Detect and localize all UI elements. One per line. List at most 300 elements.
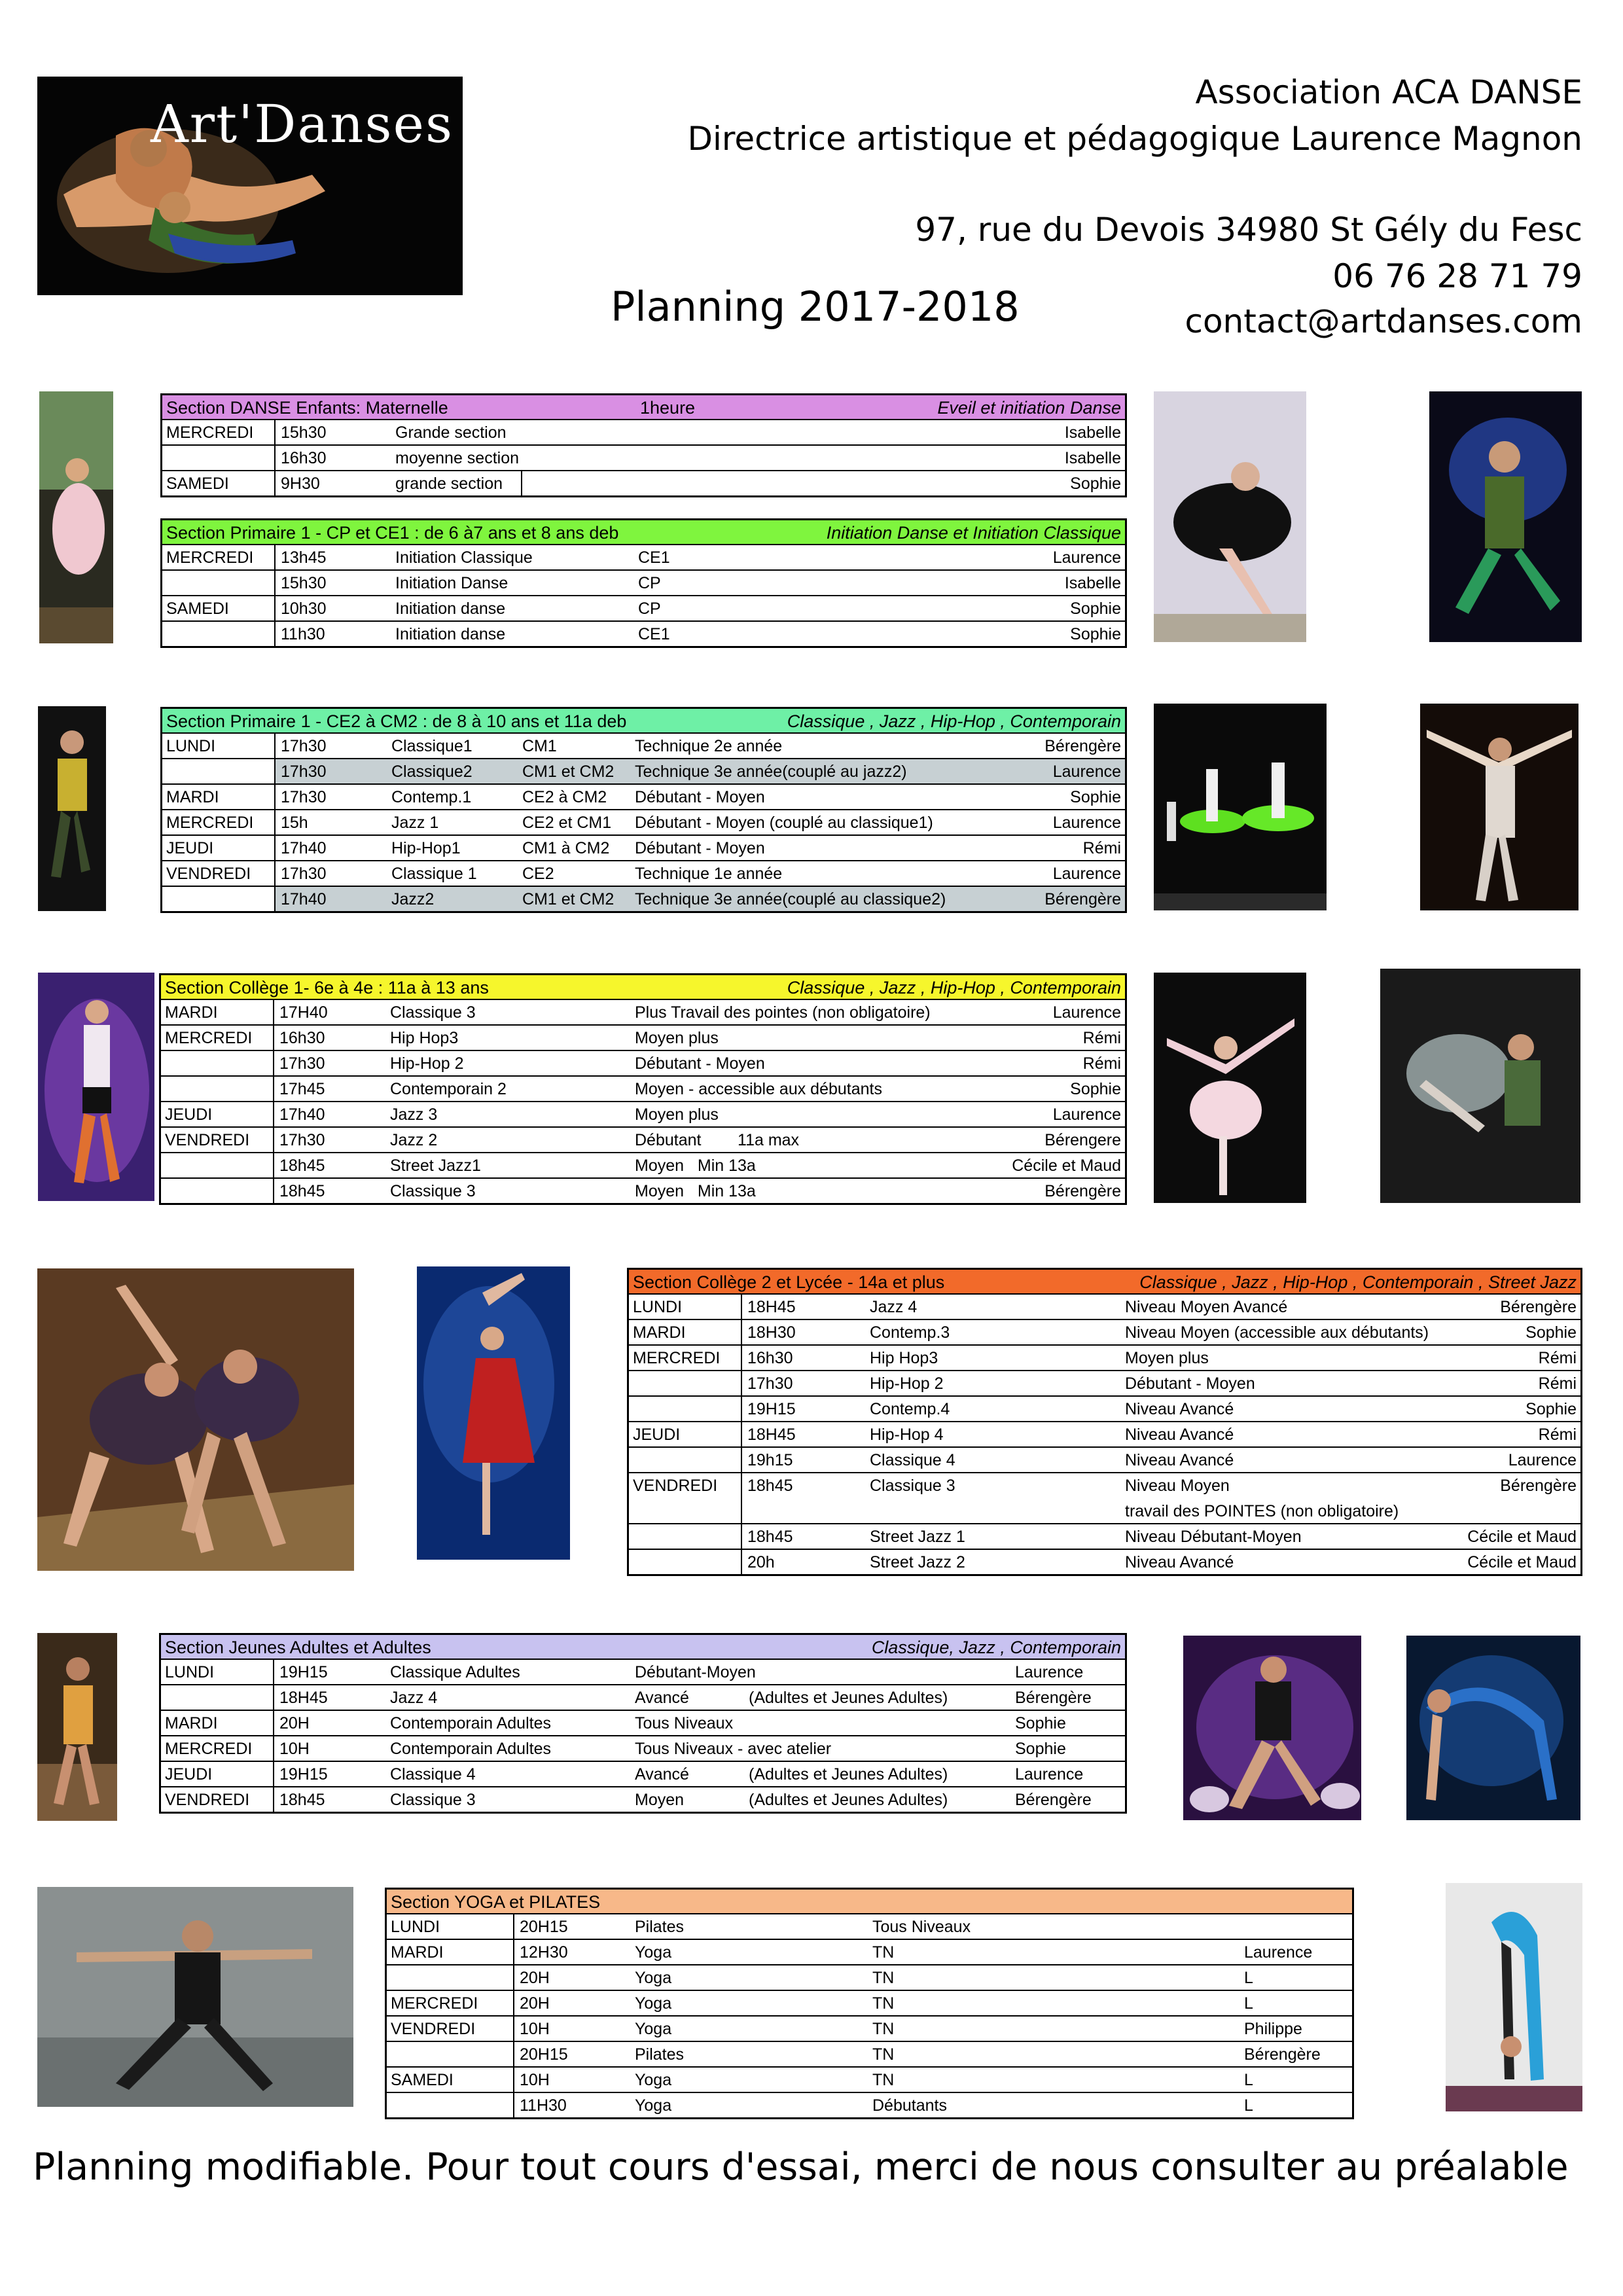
cell-time: 20H <box>279 1714 310 1732</box>
cell-time: 19h15 <box>747 1451 793 1469</box>
cell-time: 17h30 <box>281 762 327 781</box>
cell-time: 17h30 <box>279 1054 325 1073</box>
table-row <box>161 1762 1125 1787</box>
cell-note: Niveau Avancé <box>1125 1553 1234 1571</box>
cell-note: Niveau Débutant-Moyen <box>1125 1528 1302 1546</box>
cell-note: Technique 3e année(couplé au classique2) <box>635 890 946 908</box>
table-row <box>162 734 1125 759</box>
table-row <box>162 471 1125 495</box>
cell-course: Jazz2 <box>391 890 435 908</box>
cell-course: Classique 4 <box>390 1765 476 1784</box>
cell-extra: (Adultes et Jeunes Adultes) <box>749 1791 948 1809</box>
cell-teacher: Bérengere <box>1044 1131 1121 1149</box>
cell-level: TN <box>872 1994 895 2013</box>
cell-course: Hip Hop3 <box>390 1029 459 1047</box>
cell-course: Jazz 2 <box>390 1131 438 1149</box>
cell-time: 20H15 <box>520 2045 568 2064</box>
table-row <box>162 420 1125 446</box>
cell-teacher: Sophie <box>1070 600 1121 618</box>
cell-time: 18H45 <box>747 1426 796 1444</box>
cell-course: Street Jazz1 <box>390 1157 481 1175</box>
cell-extra: (Adultes et Jeunes Adultes) <box>749 1765 948 1784</box>
table-row <box>629 1346 1580 1371</box>
cell-course: Jazz 4 <box>390 1689 438 1707</box>
cell-level: CM1 <box>522 737 557 755</box>
cell-level: TN <box>872 1969 895 1987</box>
cell-note: Technique 1e année <box>635 865 783 883</box>
cell-teacher: Laurence <box>1508 1451 1577 1469</box>
cell-course: Pilates <box>635 2045 685 2064</box>
cell-teacher: Laurence <box>1052 1105 1121 1124</box>
section-title: Section YOGA et PILATES <box>391 1892 601 1912</box>
cell-note: Moyen - accessible aux débutants <box>635 1080 882 1098</box>
cell-course: Initiation danse <box>395 625 506 643</box>
email-link[interactable]: contact@artdanses.com <box>1185 302 1582 340</box>
cell-course: Street Jazz 1 <box>870 1528 965 1546</box>
cell-note: Technique 3e année(couplé au jazz2) <box>635 762 907 781</box>
section-title: Section Primaire 1 - CP et CE1 : de 6 à7 ans et 8 ans deb <box>166 523 619 543</box>
cell-teacher: Bérengère <box>1244 2045 1321 2064</box>
cell-day: LUNDI <box>633 1298 683 1316</box>
cell-time: 17h40 <box>279 1105 325 1124</box>
section-subtitle: Eveil et initiation Danse <box>937 398 1121 418</box>
cell-course: Contemp.4 <box>870 1400 950 1418</box>
cell-level: CM1 et CM2 <box>522 890 615 908</box>
table-row <box>161 1077 1125 1102</box>
table-row <box>161 1026 1125 1051</box>
cell-course: Pilates <box>635 1918 685 1936</box>
cell-note: Débutant - Moyen <box>635 788 765 806</box>
section-college-1 <box>159 973 1127 1205</box>
cell-teacher: Laurence <box>1052 1003 1121 1022</box>
table-row <box>162 785 1125 810</box>
section-header <box>162 709 1125 734</box>
table-row <box>629 1397 1580 1422</box>
cell-note: Niveau Moyen <box>1125 1477 1230 1495</box>
table-row <box>629 1499 1580 1524</box>
section-subtitle: Classique , Jazz , Hip-Hop , Contemporain , Street Jazz <box>1139 1272 1577 1292</box>
cell-time: 17h30 <box>281 865 327 883</box>
table-row <box>629 1320 1580 1346</box>
cell-time: 10h30 <box>281 600 327 618</box>
phone: 06 76 28 71 79 <box>1332 257 1582 295</box>
table-row <box>629 1371 1580 1397</box>
cell-course: Jazz 1 <box>391 814 439 832</box>
cell-day: MERCREDI <box>391 1994 478 2013</box>
cell-day: VENDREDI <box>166 865 251 883</box>
cell-note: Niveau Moyen (accessible aux débutants) <box>1125 1323 1429 1342</box>
cell-course: Contemp.3 <box>870 1323 950 1342</box>
cell-teacher: L <box>1244 1969 1253 1987</box>
cell-note: Débutant - Moyen <box>635 1054 765 1073</box>
cell-teacher: Bérengère <box>1044 890 1121 908</box>
table-row <box>161 1711 1125 1736</box>
table-row <box>162 622 1125 646</box>
cell-time: 17h30 <box>281 788 327 806</box>
cell-time: 20H <box>520 1994 550 2013</box>
cell-day: MARDI <box>165 1003 218 1022</box>
cell-level: CM1 et CM2 <box>522 762 615 781</box>
cell-teacher: Sophie <box>1070 625 1121 643</box>
cell-level: Débutants <box>872 2096 947 2115</box>
section-header <box>161 1635 1125 1660</box>
section-primaire-cp-ce1 <box>160 518 1127 648</box>
cell-teacher: Isabelle <box>1064 574 1121 592</box>
cell-time: 18h45 <box>279 1791 325 1809</box>
cell-course: Classique 3 <box>870 1477 955 1495</box>
cell-teacher: Sophie <box>1525 1400 1577 1418</box>
cell-note: Niveau Moyen Avancé <box>1125 1298 1288 1316</box>
cell-time: 20h <box>747 1553 775 1571</box>
cell-teacher: Bérengère <box>1500 1298 1577 1316</box>
cell-course: Yoga <box>635 1969 672 1987</box>
cell-note: Niveau Avancé <box>1125 1400 1234 1418</box>
cell-teacher: Rémi <box>1082 1054 1121 1073</box>
section-duration: 1heure <box>640 398 696 418</box>
cell-level: CE1 <box>638 548 670 567</box>
cell-day: MARDI <box>633 1323 686 1342</box>
cell-course: Hip-Hop 4 <box>870 1426 944 1444</box>
cell-course: Classique1 <box>391 737 473 755</box>
photo-dancer-purple-light <box>38 973 154 1201</box>
cell-day: LUNDI <box>166 737 216 755</box>
cell-level: TN <box>872 2045 895 2064</box>
cell-time: 11H30 <box>520 2096 567 2115</box>
section-subtitle: Classique , Jazz , Hip-Hop , Contemporain <box>787 711 1121 731</box>
cell-course: Contemp.1 <box>391 788 472 806</box>
cell-teacher: Laurence <box>1052 548 1121 567</box>
table-row <box>162 571 1125 596</box>
table-row <box>629 1524 1580 1550</box>
cell-day: VENDREDI <box>633 1477 718 1495</box>
cell-course: Classique 4 <box>870 1451 955 1469</box>
cell-day: MERCREDI <box>633 1349 721 1367</box>
cell-note: Plus Travail des pointes (non obligatoire) <box>635 1003 931 1022</box>
section-title: Section Primaire 1 - CE2 à CM2 : de 8 à 10 ans et 11a deb <box>166 711 627 731</box>
cell-time: 19H15 <box>279 1663 328 1681</box>
cell-teacher: L <box>1244 1994 1253 2013</box>
cell-course: Classique 3 <box>390 1791 476 1809</box>
cell-teacher: Laurence <box>1052 814 1121 832</box>
cell-time: 10H <box>520 2071 550 2089</box>
cell-day: MERCREDI <box>165 1029 253 1047</box>
cell-level: CP <box>638 600 661 618</box>
cell-teacher: Isabelle <box>1064 449 1121 467</box>
cell-course: Jazz 3 <box>390 1105 438 1124</box>
cell-teacher: Laurence <box>1244 1943 1313 1962</box>
cell-note: Moyen plus <box>635 1029 719 1047</box>
logo <box>37 77 463 295</box>
table-row <box>387 1965 1352 1991</box>
cell-day: SAMEDI <box>391 2071 454 2089</box>
cell-day: JEUDI <box>166 839 214 857</box>
photo-two-dancers-duo <box>37 1268 354 1571</box>
cell-time: 10H <box>520 2020 550 2038</box>
photo-child-dancer-yellow <box>38 706 106 911</box>
table-row <box>161 1660 1125 1685</box>
cell-note: Moyen Min 13a <box>635 1182 756 1200</box>
logo-text: Art'Danses <box>151 94 454 154</box>
cell-teacher: L <box>1244 2071 1253 2089</box>
cell-time: 18h45 <box>747 1528 793 1546</box>
table-row <box>387 1940 1352 1965</box>
cell-time: 17h45 <box>279 1080 325 1098</box>
cell-note: travail des POINTES (non obligatoire) <box>1125 1502 1399 1520</box>
cell-course: Initiation Classique <box>395 548 533 567</box>
cell-teacher: Laurence <box>1052 762 1121 781</box>
cell-note: Technique 2e année <box>635 737 783 755</box>
table-row <box>161 1102 1125 1128</box>
cell-teacher: Sophie <box>1015 1740 1066 1758</box>
section-subtitle: Classique, Jazz , Contemporain <box>871 1638 1121 1657</box>
photo-dancer-red-dress <box>417 1266 570 1560</box>
cell-day: JEUDI <box>165 1765 213 1784</box>
photo-ballet-black-tutu <box>1154 391 1306 642</box>
cell-teacher: Rémi <box>1538 1349 1577 1367</box>
cell-time: 17h30 <box>281 737 327 755</box>
section-header <box>162 395 1125 420</box>
cell-course: Classique2 <box>391 762 473 781</box>
section-adultes <box>159 1633 1127 1814</box>
cell-time: 10H <box>279 1740 310 1758</box>
section-yoga-pilates <box>385 1888 1354 2119</box>
cell-level: CM1 à CM2 <box>522 839 610 857</box>
cell-day: SAMEDI <box>166 600 229 618</box>
cell-teacher: Sophie <box>1070 1080 1121 1098</box>
cell-teacher: Cécile et Maud <box>1012 1157 1121 1175</box>
cell-note: Moyen plus <box>1125 1349 1209 1367</box>
table-row <box>162 836 1125 861</box>
table-row <box>162 596 1125 622</box>
section-header <box>387 1890 1352 1914</box>
cell-day: LUNDI <box>165 1663 215 1681</box>
cell-course: Classique 1 <box>391 865 477 883</box>
table-row <box>162 861 1125 887</box>
table-row <box>161 1153 1125 1179</box>
cell-level: Tous Niveaux <box>872 1918 971 1936</box>
cell-time: 19H15 <box>747 1400 796 1418</box>
table-row <box>162 446 1125 471</box>
cell-day: MARDI <box>165 1714 218 1732</box>
section-header <box>162 520 1125 545</box>
cell-teacher: Cécile et Maud <box>1467 1528 1577 1546</box>
cell-teacher: Laurence <box>1052 865 1121 883</box>
table-row <box>387 2093 1352 2117</box>
cell-time: 17h40 <box>281 890 327 908</box>
cell-teacher: Isabelle <box>1064 423 1121 442</box>
cell-course: moyenne section <box>395 449 520 467</box>
table-row <box>161 1128 1125 1153</box>
cell-course: Classique 3 <box>390 1003 476 1022</box>
cell-course: grande section <box>395 475 503 493</box>
cell-course: Hip-Hop1 <box>391 839 461 857</box>
table-row <box>629 1448 1580 1473</box>
cell-level: CE2 à CM2 <box>522 788 607 806</box>
cell-teacher: Philippe <box>1244 2020 1302 2038</box>
cell-level: TN <box>872 1943 895 1962</box>
table-row <box>387 2017 1352 2042</box>
table-row <box>162 810 1125 836</box>
cell-day: MARDI <box>166 788 219 806</box>
cell-time: 18h45 <box>279 1182 325 1200</box>
cell-course: Yoga <box>635 2020 672 2038</box>
cell-course: Initiation danse <box>395 600 506 618</box>
photo-dancers-purple-stage <box>1183 1636 1361 1820</box>
cell-time: 16h30 <box>747 1349 793 1367</box>
cell-day: MERCREDI <box>166 814 254 832</box>
cell-level: Avancé <box>635 1689 689 1707</box>
cell-course: Hip-Hop 2 <box>870 1374 944 1393</box>
cell-time: 11h30 <box>281 625 325 643</box>
photo-child-dancer-pink <box>39 391 113 643</box>
cell-note: Niveau Avancé <box>1125 1426 1234 1444</box>
cell-time: 20H <box>520 1969 550 1987</box>
cell-day: JEUDI <box>165 1105 213 1124</box>
association-name: Association ACA DANSE <box>1195 73 1582 111</box>
cell-teacher: Bérengère <box>1044 1182 1121 1200</box>
photo-dancer-green-costume <box>1429 391 1582 642</box>
section-header <box>161 975 1125 1000</box>
cell-day: MERCREDI <box>165 1740 253 1758</box>
cell-course: Yoga <box>635 2071 672 2089</box>
cell-time: 18h45 <box>747 1477 793 1495</box>
table-row <box>629 1422 1580 1448</box>
photo-yoga-forward-fold <box>1446 1883 1582 2111</box>
section-primaire-ce2-cm2 <box>160 707 1127 913</box>
cell-day: MERCREDI <box>166 548 254 567</box>
address: 97, rue du Devois 34980 St Gély du Fesc <box>915 211 1582 249</box>
cell-time: 15h <box>281 814 308 832</box>
table-row <box>387 1914 1352 1940</box>
footer-note: Planning modifiable. Pour tout cours d'essai, merci de nous consulter au préalable <box>33 2145 1569 2189</box>
cell-course: Contemporain 2 <box>390 1080 507 1098</box>
cell-teacher: Sophie <box>1525 1323 1577 1342</box>
photo-green-tutus-group <box>1154 704 1327 910</box>
cell-time: 17h40 <box>281 839 327 857</box>
cell-time: 15h30 <box>281 423 327 442</box>
table-row <box>162 887 1125 911</box>
cell-level: TN <box>872 2020 895 2038</box>
section-maternelle <box>160 393 1127 497</box>
cell-note: Débutant - Moyen <box>1125 1374 1255 1393</box>
cell-level: Débutant-Moyen <box>635 1663 756 1681</box>
cell-time: 9H30 <box>281 475 320 493</box>
table-row <box>161 1000 1125 1026</box>
photo-ballerina-pink <box>1154 973 1306 1203</box>
cell-level: CE2 et CM1 <box>522 814 612 832</box>
cell-note: Moyen plus <box>635 1105 719 1124</box>
cell-course: Hip Hop3 <box>870 1349 938 1367</box>
photo-dancer-blue-backbend <box>1406 1636 1580 1820</box>
table-row <box>162 759 1125 785</box>
cell-time: 12H30 <box>520 1943 568 1962</box>
cell-course: Classique 3 <box>390 1182 476 1200</box>
cell-teacher: L <box>1244 2096 1253 2115</box>
cell-day: SAMEDI <box>166 475 229 493</box>
cell-extra: (Adultes et Jeunes Adultes) <box>749 1689 948 1707</box>
cell-time: 17h30 <box>279 1131 325 1149</box>
cell-teacher: Bérengère <box>1015 1791 1092 1809</box>
photo-adult-dancer-yellow <box>37 1633 117 1821</box>
cell-teacher: Rémi <box>1538 1374 1577 1393</box>
cell-note: Niveau Avancé <box>1125 1451 1234 1469</box>
section-subtitle: Classique , Jazz , Hip-Hop , Contemporain <box>787 978 1121 997</box>
table-row <box>161 1685 1125 1711</box>
table-row <box>161 1787 1125 1812</box>
cell-teacher: Laurence <box>1015 1663 1084 1681</box>
cell-time: 17H40 <box>279 1003 328 1022</box>
section-college-2-lycee <box>627 1268 1582 1576</box>
table-row <box>387 2068 1352 2093</box>
cell-teacher: Sophie <box>1070 475 1121 493</box>
cell-day: VENDREDI <box>165 1131 250 1149</box>
section-title: Section DANSE Enfants: Maternelle <box>166 398 448 418</box>
table-row <box>162 545 1125 571</box>
cell-teacher: Cécile et Maud <box>1467 1553 1577 1571</box>
photo-dancer-white-costume <box>1420 704 1578 910</box>
cell-day: VENDREDI <box>391 2020 476 2038</box>
cell-teacher: Sophie <box>1015 1714 1066 1732</box>
cell-level: CE1 <box>638 625 670 643</box>
cell-level: CE2 <box>522 865 554 883</box>
cell-course: Hip-Hop 2 <box>390 1054 464 1073</box>
cell-level: Moyen <box>635 1791 685 1809</box>
table-row <box>387 2042 1352 2068</box>
cell-time: 17h30 <box>747 1374 793 1393</box>
director-line: Directrice artistique et pédagogique Laurence Magnon <box>687 120 1582 158</box>
table-row <box>161 1736 1125 1762</box>
table-row <box>629 1473 1580 1499</box>
cell-course: Street Jazz 2 <box>870 1553 965 1571</box>
cell-course: Jazz 4 <box>870 1298 918 1316</box>
cell-teacher: Bérengère <box>1015 1689 1092 1707</box>
section-title: Section Collège 2 et Lycée - 14a et plus <box>633 1272 945 1292</box>
cell-time: 15h30 <box>281 574 327 592</box>
table-row <box>387 1991 1352 2017</box>
cell-teacher: Laurence <box>1015 1765 1084 1784</box>
table-row <box>629 1550 1580 1574</box>
cell-day: MERCREDI <box>166 423 254 442</box>
section-title: Section Collège 1- 6e à 4e : 11a à 13 ans <box>165 978 489 997</box>
section-header <box>629 1270 1580 1295</box>
page-title: Planning 2017-2018 <box>611 283 1020 331</box>
cell-time: 18H30 <box>747 1323 796 1342</box>
cell-course: Contemporain Adultes <box>390 1740 551 1758</box>
cell-level: TN <box>872 2071 895 2089</box>
cell-time: 20H15 <box>520 1918 568 1936</box>
cell-time: 16h30 <box>281 449 327 467</box>
photo-contemporary-pair <box>1380 969 1580 1203</box>
table-row <box>161 1051 1125 1077</box>
cell-course: Classique Adultes <box>390 1663 520 1681</box>
cell-note: Moyen Min 13a <box>635 1157 756 1175</box>
table-row <box>161 1179 1125 1203</box>
section-subtitle: Initiation Danse et Initiation Classique <box>826 523 1121 543</box>
cell-day: LUNDI <box>391 1918 440 1936</box>
cell-level: Tous Niveaux <box>635 1714 734 1732</box>
cell-time: 18h45 <box>279 1157 325 1175</box>
cell-time: 13h45 <box>281 548 327 567</box>
cell-time: 19H15 <box>279 1765 328 1784</box>
cell-level: CP <box>638 574 661 592</box>
cell-teacher: Rémi <box>1082 839 1121 857</box>
cell-teacher: Bérengère <box>1500 1477 1577 1495</box>
cell-time: 16h30 <box>279 1029 325 1047</box>
cell-time: 18H45 <box>747 1298 796 1316</box>
cell-course: Yoga <box>635 1994 672 2013</box>
cell-level: Avancé <box>635 1765 689 1784</box>
section-title: Section Jeunes Adultes et Adultes <box>165 1638 431 1657</box>
